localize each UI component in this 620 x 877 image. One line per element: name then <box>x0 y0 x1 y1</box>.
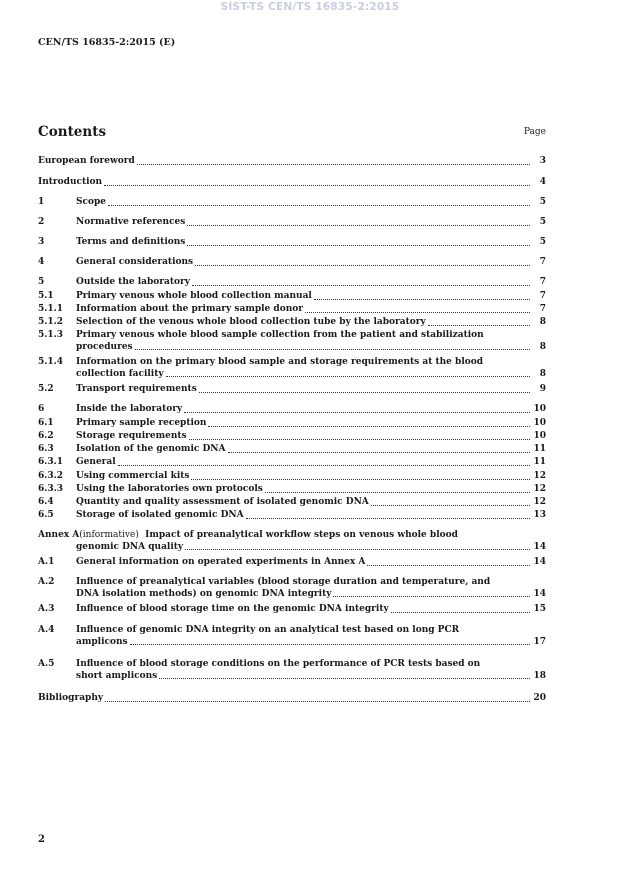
toc-entry[interactable] <box>38 304 546 316</box>
toc-leader-dots <box>191 479 530 480</box>
toc-leader-dots <box>391 612 530 613</box>
toc-entry-page: 10 <box>533 431 546 441</box>
toc-entry-number: 6.3.3 <box>38 484 64 494</box>
toc-entry-number: A.5 <box>38 659 55 669</box>
toc-entry-page: 5 <box>539 217 546 227</box>
toc-entry-page: 10 <box>533 404 546 414</box>
toc-leader-dots <box>184 412 530 413</box>
toc-entry-page: 12 <box>533 471 546 481</box>
toc-entry[interactable] <box>38 659 546 682</box>
toc-entry-title-continued: amplicons <box>76 636 128 647</box>
toc-entry-title: Terms and definitions <box>76 237 186 247</box>
toc-entry-title: Information about the primary sample donor <box>76 304 303 314</box>
toc-entry[interactable] <box>38 277 546 289</box>
toc-entry-number: 2 <box>38 217 45 227</box>
toc-leader-dots <box>333 596 530 597</box>
toc-entry-number: 6.3.2 <box>38 471 64 481</box>
toc-entry-page: 9 <box>539 384 546 394</box>
toc-leader-dots <box>192 285 530 286</box>
toc-entry-page: 7 <box>539 304 546 314</box>
toc-leader-dots <box>428 325 530 326</box>
toc-entry-title: Introduction <box>38 177 103 187</box>
toc-entry-page: 11 <box>533 444 546 454</box>
toc-entry-page: 12 <box>533 484 546 494</box>
toc-entry-title: Scope <box>76 197 107 207</box>
toc-leader-dots <box>228 452 531 453</box>
toc-entry[interactable] <box>38 330 546 353</box>
toc-entry-number: A.2 <box>38 577 55 587</box>
toc-entry-title: General considerations <box>76 257 194 267</box>
toc-entry-page: 10 <box>533 418 546 428</box>
toc-entry-title: Annex A (informative) Impact of preanalytical workflow steps on venous whole blood <box>38 530 458 540</box>
toc-entry-title: Quantity and quality assessment of isolated genomic DNA <box>76 497 369 507</box>
toc-entry-page: 14 <box>533 541 546 552</box>
toc-entry-page: 3 <box>539 156 546 166</box>
toc-leader-dots <box>371 505 530 506</box>
toc-leader-dots <box>130 644 530 645</box>
toc-entry-title: Isolation of the genomic DNA <box>76 444 226 454</box>
toc-entry[interactable] <box>38 577 546 600</box>
toc-entry-number: A.1 <box>38 557 55 567</box>
toc-leader-dots <box>367 565 530 566</box>
toc-entry-number: 5.1.2 <box>38 317 64 327</box>
toc-entry-page: 7 <box>539 291 546 301</box>
toc-entry[interactable] <box>38 431 546 443</box>
toc-entry-page: 17 <box>533 636 546 647</box>
toc-entry-title-continued: genomic DNA quality <box>76 541 184 552</box>
toc-leader-dots <box>159 678 530 679</box>
toc-entry-page: 8 <box>539 368 546 379</box>
toc-leader-dots <box>137 164 530 165</box>
toc-entry-number: 5.1 <box>38 291 54 301</box>
toc-entry-number: 5.1.4 <box>38 357 64 367</box>
toc-entry-page: 13 <box>533 510 546 520</box>
toc-leader-dots <box>185 549 530 550</box>
toc-leader-dots <box>246 518 530 519</box>
toc-entry[interactable] <box>38 557 546 569</box>
toc-entry-title: Influence of genomic DNA integrity on an analytical test based on long PCR <box>76 625 460 635</box>
toc-entry-number: A.4 <box>38 625 55 635</box>
toc-entry[interactable] <box>38 484 546 496</box>
toc-entry-number: 6.5 <box>38 510 54 520</box>
toc-entry-title: General <box>76 457 116 467</box>
toc-entry-number: A.3 <box>38 604 55 614</box>
toc-entry-title: General information on operated experiments in Annex A <box>76 557 366 567</box>
toc-entry-title: Using commercial kits <box>76 471 190 481</box>
toc-entry-page: 14 <box>533 588 546 599</box>
toc-entry-title: Normative references <box>76 217 186 227</box>
toc-entry[interactable] <box>38 217 546 229</box>
toc-entry[interactable] <box>38 317 546 329</box>
toc-entry-title-continued: procedures <box>76 341 133 352</box>
toc-entry[interactable] <box>38 604 546 616</box>
toc-leader-dots <box>135 349 530 350</box>
toc-entry-number: 6.3.1 <box>38 457 64 467</box>
toc-entry[interactable] <box>38 625 546 648</box>
toc-entry-page: 4 <box>539 177 546 187</box>
toc-entry-title: Influence of blood storage time on the genomic DNA integrity <box>76 604 389 614</box>
toc-leader-dots <box>305 312 530 313</box>
toc-entry[interactable] <box>38 693 546 705</box>
toc-entry-number: 3 <box>38 237 45 247</box>
toc-entry-title: Primary sample reception <box>76 418 207 428</box>
toc-entry-number: 1 <box>38 197 45 207</box>
toc-entry[interactable] <box>38 418 546 430</box>
toc-entry-title: Influence of blood storage conditions on the performance of PCR tests based on <box>76 659 481 669</box>
toc-entry-title: Transport requirements <box>76 384 197 394</box>
toc-entry[interactable] <box>38 404 546 416</box>
toc-entry-number: 6 <box>38 404 45 414</box>
toc-entry-number: 4 <box>38 257 45 267</box>
page-number: 2 <box>38 834 45 845</box>
toc-entry-number: 5 <box>38 277 45 287</box>
document-id: CEN/TS 16835-2:2015 (E) <box>38 37 176 48</box>
toc-entry-number: 6.3 <box>38 444 54 454</box>
toc-entry[interactable] <box>38 530 546 553</box>
toc-leader-dots <box>187 225 530 226</box>
toc-entry-number: 5.2 <box>38 384 54 394</box>
toc-leader-dots <box>195 265 530 266</box>
toc-entry-page: 8 <box>539 341 546 352</box>
toc-entry[interactable] <box>38 357 546 380</box>
toc-leader-dots <box>208 426 530 427</box>
toc-entry-page: 7 <box>539 277 546 287</box>
toc-entry-page: 5 <box>539 237 546 247</box>
toc-entry-title: Information on the primary blood sample and storage requirements at the blood <box>76 357 484 367</box>
toc-entry-page: 11 <box>533 457 546 467</box>
toc-entry-title-continued: collection facility <box>76 368 164 379</box>
toc-entry-title: Influence of preanalytical variables (blood storage duration and temperature, and <box>76 577 491 587</box>
toc-entry-page: 8 <box>539 317 546 327</box>
toc-leader-dots <box>105 701 530 702</box>
toc-entry-page: 18 <box>533 670 546 681</box>
toc-entry[interactable] <box>38 510 546 522</box>
toc-entry-title-continued: DNA isolation methods) on genomic DNA integrity <box>76 588 332 599</box>
toc-entry-title: Inside the laboratory <box>76 404 183 414</box>
toc-leader-dots <box>104 185 530 186</box>
toc-entry-title: Bibliography <box>38 693 104 703</box>
toc-leader-dots <box>166 376 530 377</box>
toc-entry-number: 6.2 <box>38 431 54 441</box>
contents-title: Contents <box>38 124 107 140</box>
toc-entry-title: Using the laboratories own protocols <box>76 484 263 494</box>
toc-entry[interactable] <box>38 457 546 469</box>
toc-leader-dots <box>199 392 530 393</box>
toc-entry-page: 5 <box>539 197 546 207</box>
watermark: SIST-TS CEN/TS 16835-2:2015 <box>220 1 400 13</box>
toc-leader-dots <box>265 492 530 493</box>
toc-leader-dots <box>314 299 530 300</box>
toc-entry-page: 12 <box>533 497 546 507</box>
toc-entry-title: Selection of the venous whole blood collection tube by the laboratory <box>76 317 426 327</box>
toc-entry-page: 20 <box>533 693 546 703</box>
toc-leader-dots <box>118 465 530 466</box>
toc-entry-title: Storage requirements <box>76 431 187 441</box>
toc-entry[interactable] <box>38 237 546 249</box>
toc-entry[interactable] <box>38 156 546 168</box>
toc-entry[interactable] <box>38 444 546 456</box>
toc-entry[interactable] <box>38 197 546 209</box>
toc-entry-page: 7 <box>539 257 546 267</box>
toc-entry-number: 5.1.3 <box>38 330 64 340</box>
toc-entry-number: 5.1.1 <box>38 304 64 314</box>
toc-entry-title: Outside the laboratory <box>76 277 190 287</box>
toc-entry[interactable] <box>38 497 546 509</box>
toc-entry-title: Primary venous whole blood sample collection from the patient and stabilization <box>76 330 484 340</box>
toc-entry[interactable] <box>38 177 546 189</box>
toc-entry-title-continued: short amplicons <box>76 670 158 681</box>
toc-entry[interactable] <box>38 291 546 303</box>
toc-entry-title: Storage of isolated genomic DNA <box>76 510 244 520</box>
toc-leader-dots <box>187 245 530 246</box>
page-column-label: Page <box>523 127 546 137</box>
toc-entry-number: 6.4 <box>38 497 54 507</box>
toc-entry-number: 6.1 <box>38 418 54 428</box>
toc-entry-page: 15 <box>533 604 546 614</box>
toc-entry[interactable] <box>38 471 546 483</box>
toc-entry-title: Primary venous whole blood collection manual <box>76 291 312 301</box>
toc-entry[interactable] <box>38 384 546 396</box>
toc-entry-page: 14 <box>533 557 546 567</box>
toc-entry-title: European foreword <box>38 156 135 166</box>
toc-leader-dots <box>108 205 530 206</box>
toc-entry[interactable] <box>38 257 546 269</box>
toc-leader-dots <box>189 439 530 440</box>
